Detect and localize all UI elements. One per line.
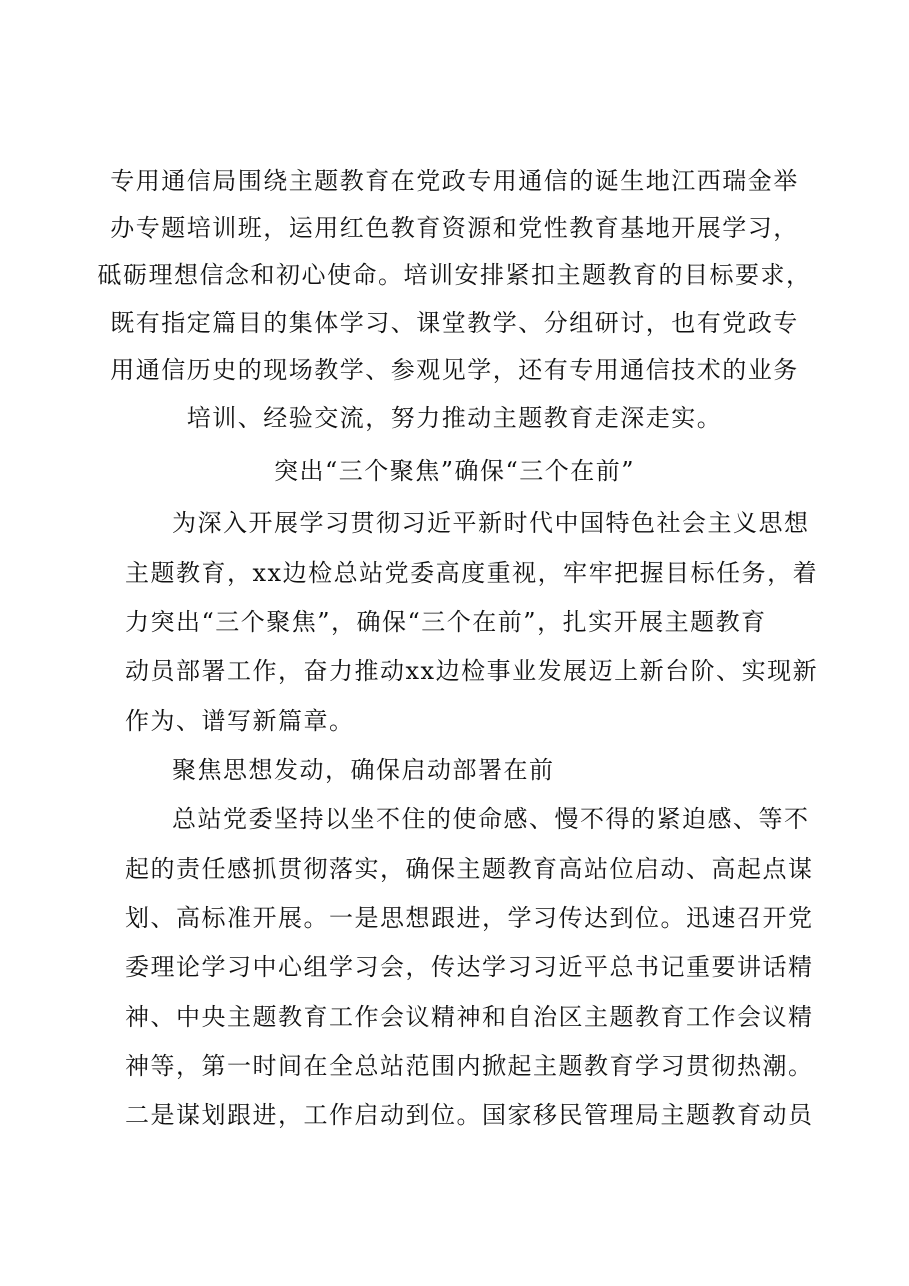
text-line: 用通信历史的现场教学、参观见学，还有专用通信技术的业务	[110, 356, 799, 384]
text-line: 既有指定篇目的集体学习、课堂教学、分组研讨，也有党政专	[110, 309, 799, 337]
text-line: 培训、经验交流，努力推动主题教育走深走实。	[186, 404, 723, 432]
text-line: 砥砺理想信念和初心使命。培训安排紧扣主题教育的目标要求，	[97, 261, 812, 289]
section-heading: 突出“三个聚焦”确保“三个在前”	[273, 457, 636, 485]
text-line: 划、高标准开展。一是思想跟进，学习传达到位。迅速召开党	[125, 904, 814, 932]
text-line: 委理论学习中心组学习会，传达学习习近平总书记重要讲话精	[125, 953, 814, 981]
text-line: 二是谋划跟进，工作启动到位。国家移民管理局主题教育动员	[125, 1101, 814, 1129]
text-line: 神等，第一时间在全总站范围内掀起主题教育学习贯彻热潮。	[125, 1052, 814, 1080]
text-line: 神、中央主题教育工作会议精神和自治区主题教育工作会议精	[125, 1003, 814, 1031]
text-line: 总站党委坚持以坐不住的使命感、慢不得的紧迫感、等不	[172, 805, 810, 833]
text-line: 动员部署工作，奋力推动xx边检事业发展迈上新台阶、实现新	[125, 657, 819, 685]
text-line: 作为、谱写新篇章。	[125, 707, 355, 735]
text-line: 起的责任感抓贯彻落实，确保主题教育高站位启动、高起点谋	[125, 855, 814, 883]
text-line: 专用通信局围绕主题教育在党政专用通信的诞生地江西瑞金举	[110, 167, 799, 195]
text-line: 办专题培训班，运用红色教育资源和党性教育基地开展学习，	[110, 214, 799, 242]
text-line: 主题教育，xx边检总站党委高度重视，牢牢把握目标任务，着	[125, 559, 819, 587]
text-line: 力突出“三个聚焦”，确保“三个在前”，扎实开展主题教育	[125, 608, 767, 636]
text-line: 为深入开展学习贯彻习近平新时代中国特色社会主义思想	[172, 509, 810, 537]
subheading: 聚焦思想发动，确保启动部署在前	[172, 756, 555, 784]
